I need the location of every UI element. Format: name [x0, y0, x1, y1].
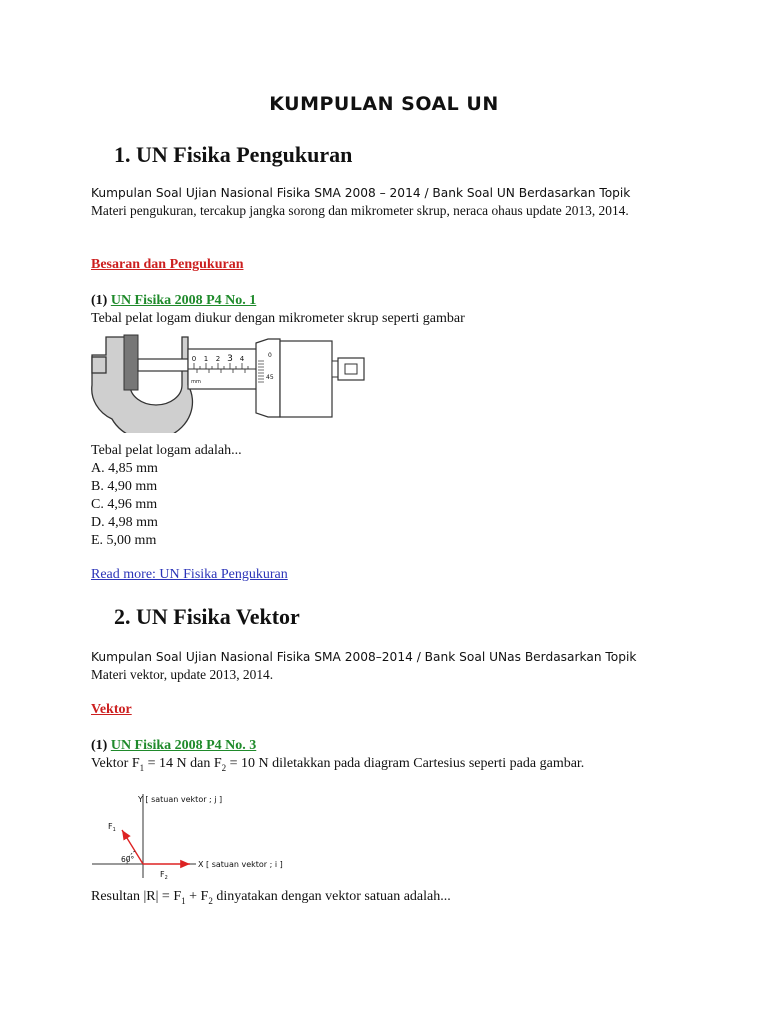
section-1-topic-link[interactable]: Besaran dan Pengukuran [91, 257, 244, 272]
micrometer-figure [88, 333, 373, 433]
sleeve-unit-label: mm [191, 379, 201, 385]
r-text-part: dinyatakan dengan vektor satuan adalah... [212, 889, 451, 904]
section-1-question-header [91, 293, 256, 309]
sleeve-number-3: 3 [227, 354, 233, 364]
question-number: (1) [91, 738, 108, 753]
thimble-number-0: 0 [268, 352, 272, 359]
anvil [92, 357, 106, 373]
section-2-intro-line-2: Materi vektor, update 2013, 2014. [91, 667, 274, 682]
read-more-link[interactable]: Read more: UN Fisika Pengukuran [91, 567, 288, 582]
section-2-resultant-question [91, 888, 451, 910]
option-b: B. 4,90 mm [91, 479, 158, 494]
q-text-part: = 14 N dan F [144, 756, 222, 771]
q-subscript: 1 [139, 762, 145, 773]
section-2-intro [91, 648, 681, 684]
section-1-question-text: Tebal pelat logam diukur dengan mikrometer skrup seperti gambar [91, 311, 465, 326]
micrometer-frame [92, 337, 193, 433]
angle-label: 60° [121, 855, 135, 864]
f1-label: $F_1$ [108, 822, 116, 833]
ratchet-body [280, 341, 332, 417]
option-e: E. 5,00 mm [91, 533, 157, 548]
section-2-question-header [91, 738, 256, 754]
document-title: KUMPULAN SOAL UN [269, 93, 499, 115]
question-source-link[interactable]: UN Fisika 2008 P4 No. 1 [110, 293, 257, 308]
section-1-intro [91, 184, 681, 220]
sleeve-number-0: 0 [191, 355, 197, 363]
section-1-intro-line-1: Kumpulan Soal Ujian Nasional Fisika SMA 2008 – 2014 / Bank Soal UN Berdasarkan Topik [91, 186, 631, 200]
section-1-heading: 1. UN Fisika Pengukuran [114, 142, 353, 167]
x-axis-label: X [ satuan vektor ; i ] [198, 860, 283, 869]
question-source-link[interactable]: UN Fisika 2008 P4 No. 3 [110, 738, 257, 753]
section-1-answers [91, 442, 242, 550]
f2-label: $F_2$ [160, 870, 168, 881]
option-c: C. 4,96 mm [91, 497, 158, 512]
ratchet-knob [345, 364, 357, 374]
r-text-part: Resultan |R| = F [91, 889, 182, 904]
q-text-part: Vektor F [91, 756, 140, 771]
r-subscript: 1 [181, 895, 186, 906]
ratchet-neck [332, 361, 338, 377]
metal-plate [124, 335, 138, 390]
section-2-heading: 2. UN Fisika Vektor [114, 604, 300, 629]
option-a: A. 4,85 mm [91, 461, 158, 476]
section-1-intro-line-2: Materi pengukuran, tercakup jangka sorong dan mikrometer skrup, neraca ohaus update 2013, 2014. [91, 203, 629, 218]
spindle [138, 359, 188, 371]
option-d: D. 4,98 mm [91, 515, 158, 530]
sleeve-number-2: 2 [215, 355, 221, 363]
r-text-part: + F [185, 889, 209, 904]
section-2-topic-link[interactable]: Vektor [91, 702, 132, 717]
y-axis-label: Y [ satuan vektor ; j ] [138, 795, 223, 804]
section-2-question-text [91, 755, 584, 777]
sleeve-number-4: 4 [239, 355, 245, 363]
r-subscript: 2 [208, 895, 213, 906]
q-subscript: 2 [221, 762, 227, 773]
answer-prompt: Tebal pelat logam adalah... [91, 443, 242, 458]
section-2-intro-line-1: Kumpulan Soal Ujian Nasional Fisika SMA 2008–2014 / Bank Soal UNas Berdasarkan Topik [91, 650, 637, 664]
thimble-number-45: 45 [266, 374, 274, 381]
sleeve-number-1: 1 [203, 355, 209, 363]
vector-diagram [88, 788, 318, 883]
question-number: (1) [91, 293, 108, 308]
q-text-part: = 10 N diletakkan pada diagram Cartesius seperti pada gambar. [226, 756, 585, 771]
